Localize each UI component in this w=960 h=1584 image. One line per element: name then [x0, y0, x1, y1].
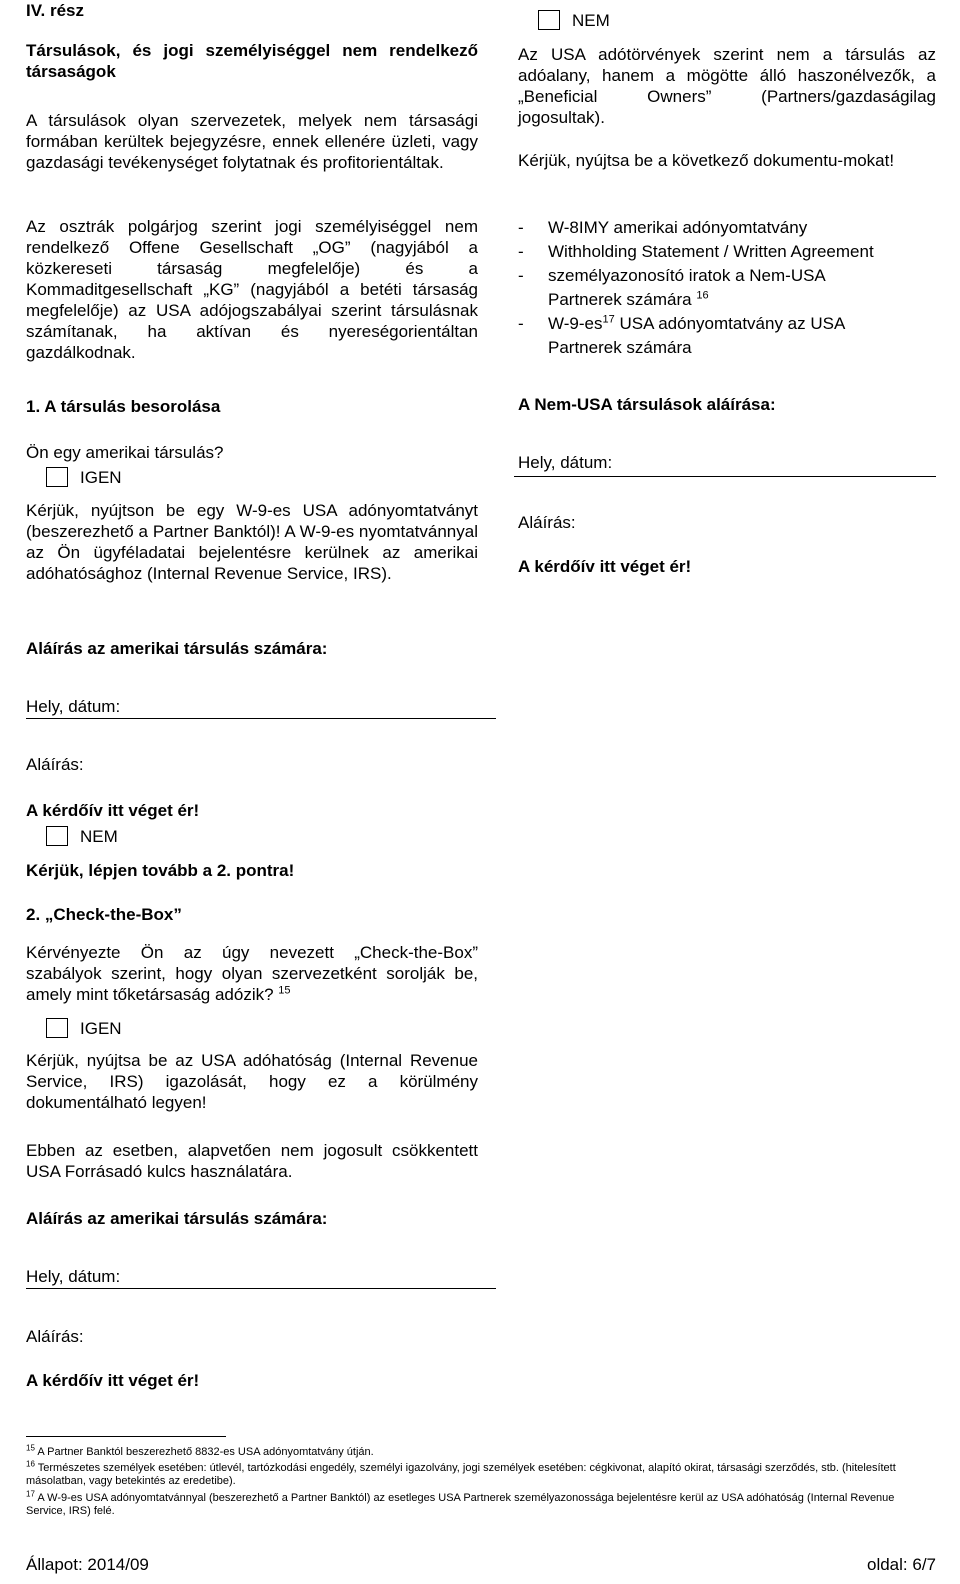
yes2-note: Ebben az esetben, alapvetően nem jogosult csökkentett USA Forrásadó kulcs használatára. [26, 1141, 478, 1181]
footnote-ref-17: 17 [602, 313, 615, 326]
section1-title: 1. A társulás besorolása [26, 397, 221, 416]
right-end-text: A kérdőív itt véget ér! [518, 557, 692, 576]
document-item: - Withholding Statement / Written Agreement [518, 242, 874, 261]
yes-instruction: Kérjük, nyújtson be egy W-9-es USA adónyomtatványt (beszerezhető a Partner Banktól)! A W-9-es nyomtatvánnyal az Ön ügyféladatai bejelentésre kerülnek az amerikai adóhatósághoz (Internal Revenue Service, IRS). [26, 501, 478, 583]
right-request: Kérjük, nyújtsa be a következő dokumentu-mokat! [518, 151, 895, 170]
yes-option[interactable] [46, 465, 122, 489]
document-item: - W-8IMY amerikai adónyomtatvány [518, 218, 808, 237]
right-no-text: Az USA adótörvények szerint nem a társulás az adóalany, hanem a mögötte álló haszonélvezők, a „Beneficial Owners” (Partners/gazdaságilag jogosultak). [518, 45, 936, 127]
document-item: - személyazonosító iratok a Nem-USA Partnerek számára $^{16}$ [518, 266, 826, 309]
footnote-ref-16: 16 [696, 289, 709, 302]
yes2-label: IGEN [80, 1018, 122, 1038]
no-checkbox[interactable] [46, 826, 68, 846]
yes-label: IGEN [80, 467, 122, 487]
intro-paragraph: A társulások olyan szervezetek, melyek nem társasági formában kerültek bejegyzésre, ennek ellenére üzleti, vagy gazdasági tevékenységet folytatnak és profitorientáltak. [26, 111, 478, 172]
signature-heading-2: Aláírás az amerikai társulás számára: [26, 1209, 328, 1228]
footnote-15: $^{15}$ A Partner Banktól beszerezhető 8832-es USA adónyomtatvány útján. [26, 1443, 374, 1458]
yes2-checkbox[interactable] [46, 1018, 68, 1038]
no-option[interactable] [46, 824, 118, 848]
right-no-option[interactable] [538, 8, 610, 32]
right-place-date-line[interactable] [514, 476, 936, 477]
end-text-2: A kérdőív itt véget ér! [26, 1371, 200, 1390]
place-date-line-1[interactable] [26, 718, 496, 719]
footnote-17: $^{17}$ A W-9-es USA adónyomtatvánnyal (beszerezhető a Partner Banktól) az esetleges USA Partnerek személyazonossága bejelentésre kerül az USA adóhatóság (Internal Revenue Service, IRS) felé. [26, 1489, 895, 1517]
footer-status: Állapot: 2014/09 [26, 1555, 149, 1574]
right-signature-label: Aláírás: [518, 513, 576, 532]
footnote-ref-15: 15 [278, 984, 291, 997]
place-date-label-1: Hely, dátum: [26, 697, 121, 716]
yes-checkbox[interactable] [46, 467, 68, 487]
footnote-separator [26, 1436, 226, 1437]
signature-label-2: Aláírás: [26, 1327, 84, 1346]
footer-page-number: oldal: 6/7 [867, 1555, 936, 1574]
question2: Kérvényezte Ön az úgy nevezett „Check-the-Box” szabályok szerint, hogy olyan szervezetként sorolják be, amely mint tőketársaság adózik? $^{15}$ [26, 943, 478, 1004]
no-instruction: Kérjük, lépjen tovább a 2. pontra! [26, 861, 295, 880]
document-item: - $W-9-es^{17}$ USA adónyomtatvány az USA Partnerek számára [518, 313, 846, 357]
part-title: IV. rész [26, 1, 84, 20]
austria-paragraph: Az osztrák polgárjog szerint jogi személyiséggel nem rendelkező Offene Gesellschaft „OG” (nagyjából a közkereseti társaság megfelelője) és a Kommaditgesellschaft „KG” (nagyjából a betéti társaság megfelelője) az USA adójogszabályai szerint társulásnak számítanak, ha aktívan és nyereségorientáltan gazdálkodnak. [26, 217, 478, 362]
end-text-1: A kérdőív itt véget ér! [26, 801, 200, 820]
right-signature-heading: A Nem-USA társulások aláírása: [518, 395, 776, 414]
right-place-date-label: Hely, dátum: [518, 453, 613, 472]
section2-title: 2. „Check-the-Box” [26, 905, 182, 924]
left-heading: Társulások, és jogi személyiséggel nem rendelkező társaságok [26, 41, 478, 81]
place-date-label-2: Hely, dátum: [26, 1267, 121, 1286]
signature-heading-1: Aláírás az amerikai társulás számára: [26, 639, 328, 658]
right-no-label: NEM [572, 10, 610, 30]
document-list [518, 216, 936, 360]
question1: Ön egy amerikai társulás? [26, 443, 224, 462]
footnote-16: $^{16}$ Természetes személyek esetében: útlevél, tartózkodási engedély, személyi igazolvány, jogi személyek esetében: cégkivonat, alapító okirat, társasági szerződés, stb. (hitelesített másolatban, vagy betekintés az eredetibe). [26, 1459, 896, 1487]
yes2-option[interactable] [46, 1016, 122, 1040]
signature-label-1: Aláírás: [26, 755, 84, 774]
place-date-line-2[interactable] [26, 1288, 496, 1289]
yes2-instruction: Kérjük, nyújtsa be az USA adóhatóság (Internal Revenue Service, IRS) igazolását, hogy ez a körülmény dokumentálható legyen! [26, 1051, 478, 1112]
no-label: NEM [80, 826, 118, 846]
right-no-checkbox[interactable] [538, 10, 560, 30]
